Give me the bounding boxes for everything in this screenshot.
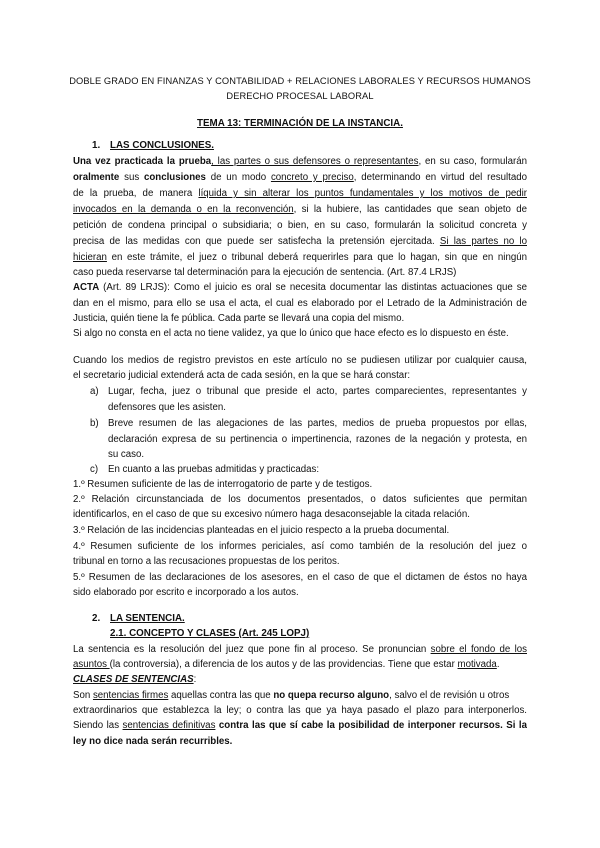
- firmes-line2: extraordinarios que establezca la ley; o contra las que ya haya pasado el plazo para interponerlos.: [73, 705, 527, 716]
- p1-line5: petición de condena principal o subsidiaria; o bien, en su caso, formularán la solicitud concreta y: [73, 220, 527, 231]
- item-c-marker: c): [90, 464, 99, 475]
- item-a-line2: defensores que les asisten.: [108, 402, 226, 413]
- p1-line7: hicieran en este trámite, el juez o tribunal deberá requerirles para que lo hagan, sin que en ningún: [73, 252, 527, 263]
- section1-number: 1.: [92, 140, 101, 151]
- section2-number: 2.: [92, 613, 101, 624]
- firmes-line1: Son sentencias firmes aquellas contra las que no quepa recurso alguno, salvo el de revisión u otros: [73, 690, 510, 701]
- sub2-line1: 2.º Relación circunstanciada de los documentos presentados, o datos suficientes que permitan: [73, 494, 527, 505]
- item-a-line1: Lugar, fecha, juez o tribunal que preside el acto, partes comparecientes, representantes y: [108, 386, 527, 397]
- item-a-marker: a): [90, 386, 99, 397]
- clases-heading: CLASES DE SENTENCIAS:: [73, 674, 197, 685]
- sub4-line1: 4.º Resumen suficiente de los informes periciales, así como también de la resolución del juez o: [73, 541, 527, 552]
- item-c-line1: En cuanto a las pruebas admitidas y practicadas:: [108, 464, 320, 475]
- p1-line4: invocados en la demanda o en la reconvención, si la hubiere, las cantidades que sean objeto de: [73, 204, 527, 215]
- acta-line4: Si algo no consta en el acta no tiene validez, ya que lo único que hace efecto es lo dispuesto en éste.: [73, 328, 509, 339]
- section2-title: LA SENTENCIA.: [110, 613, 185, 624]
- header-degree: DOBLE GRADO EN FINANZAS Y CONTABILIDAD + RELACIONES LABORALES Y RECURSOS HUMANOS: [69, 76, 531, 86]
- item-b-line2: declaración expresa de su pertinencia o impertinencia, razones de la negación y protesta, en: [108, 434, 527, 445]
- section2-subtitle: 2.1. CONCEPTO Y CLASES (Art. 245 LOPJ): [110, 628, 310, 639]
- p1-line3: de la prueba, de manera líquida y sin alterar los puntos fundamentales y los motivos de pedir: [73, 188, 527, 199]
- acta-line3: Justicia, quién tiene la fe pública. Cada parte se llevará una copia del mismo.: [73, 313, 405, 324]
- p1-line6: precisa de las medidas con que puede ser satisfecha la pretensión ejercitada. Si las partes no lo: [73, 236, 527, 247]
- definitivas-line1: Siendo las sentencias definitivas contra las que sí cabe la posibilidad de interponer recursos. Si la: [73, 720, 527, 731]
- item-b-marker: b): [90, 418, 99, 429]
- medios-line1: Cuando los medios de registro previstos en este artículo no se pudiesen utilizar por cualquier causa,: [73, 355, 527, 366]
- sub4-line2: tribunal en torno a las recusaciones propuestas de los peritos.: [73, 556, 340, 567]
- item-b-line1: Breve resumen de las alegaciones de las partes, medios de prueba propuestos por ellas,: [108, 418, 527, 429]
- sentencia-line1: La sentencia es la resolución del juez que pone fin al proceso. Se pronuncian sobre el fondo de los: [73, 644, 527, 655]
- sentencia-line2: asuntos (la controversia), a diferencia de los autos y de las providencias. Tiene que estar motivada.: [73, 659, 500, 670]
- p1-line2: oralmente sus conclusiones de un modo concreto y preciso, determinando en virtud del resultado: [73, 172, 527, 183]
- sub1-line1: 1.º Resumen suficiente de las de interrogatorio de parte y de testigos.: [73, 479, 373, 490]
- sub2-line2: identificarlos, en el caso de que su excesivo número haga desaconsejable la citada relación.: [73, 509, 470, 520]
- sub5-line1: 5.º Resumen de las declaraciones de los asesores, en el caso de que el dictamen de éstos no haya: [73, 572, 527, 583]
- p1-line1: Una vez practicada la prueba, las partes o sus defensores o representantes, en su caso, formularán: [73, 156, 527, 167]
- item-b-line3: su caso.: [108, 449, 145, 460]
- tema-title: TEMA 13: TERMINACIÓN DE LA INSTANCIA.: [197, 118, 403, 129]
- section1-title: LAS CONCLUSIONES.: [110, 140, 214, 151]
- definitivas-line2: ley no dice nada serán recurribles.: [73, 736, 233, 747]
- header-subject: DERECHO PROCESAL LABORAL: [226, 91, 374, 101]
- acta-line2: dan en el mismo, para ello se usa el acta, el cual es elaborado por el Letrado de la Administración de: [73, 298, 527, 309]
- acta-line1: ACTA (Art. 89 LRJS): Como el juicio es oral se necesita documentar las distintas actuaciones que se: [73, 282, 527, 293]
- sub5-line2: sido elaborado por escrito e incorporado a los autos.: [73, 587, 299, 598]
- sub3-line1: 3.º Relación de las incidencias planteadas en el juicio respecto a la prueba documental.: [73, 525, 450, 536]
- medios-line2: el secretario judicial extenderá acta de cada sesión, en la que se hará constar:: [73, 370, 411, 381]
- p1-line8: caso pueda reservarse tal determinación para la ejecución de sentencia. (Art. 87.4 LRJS): [73, 267, 457, 278]
